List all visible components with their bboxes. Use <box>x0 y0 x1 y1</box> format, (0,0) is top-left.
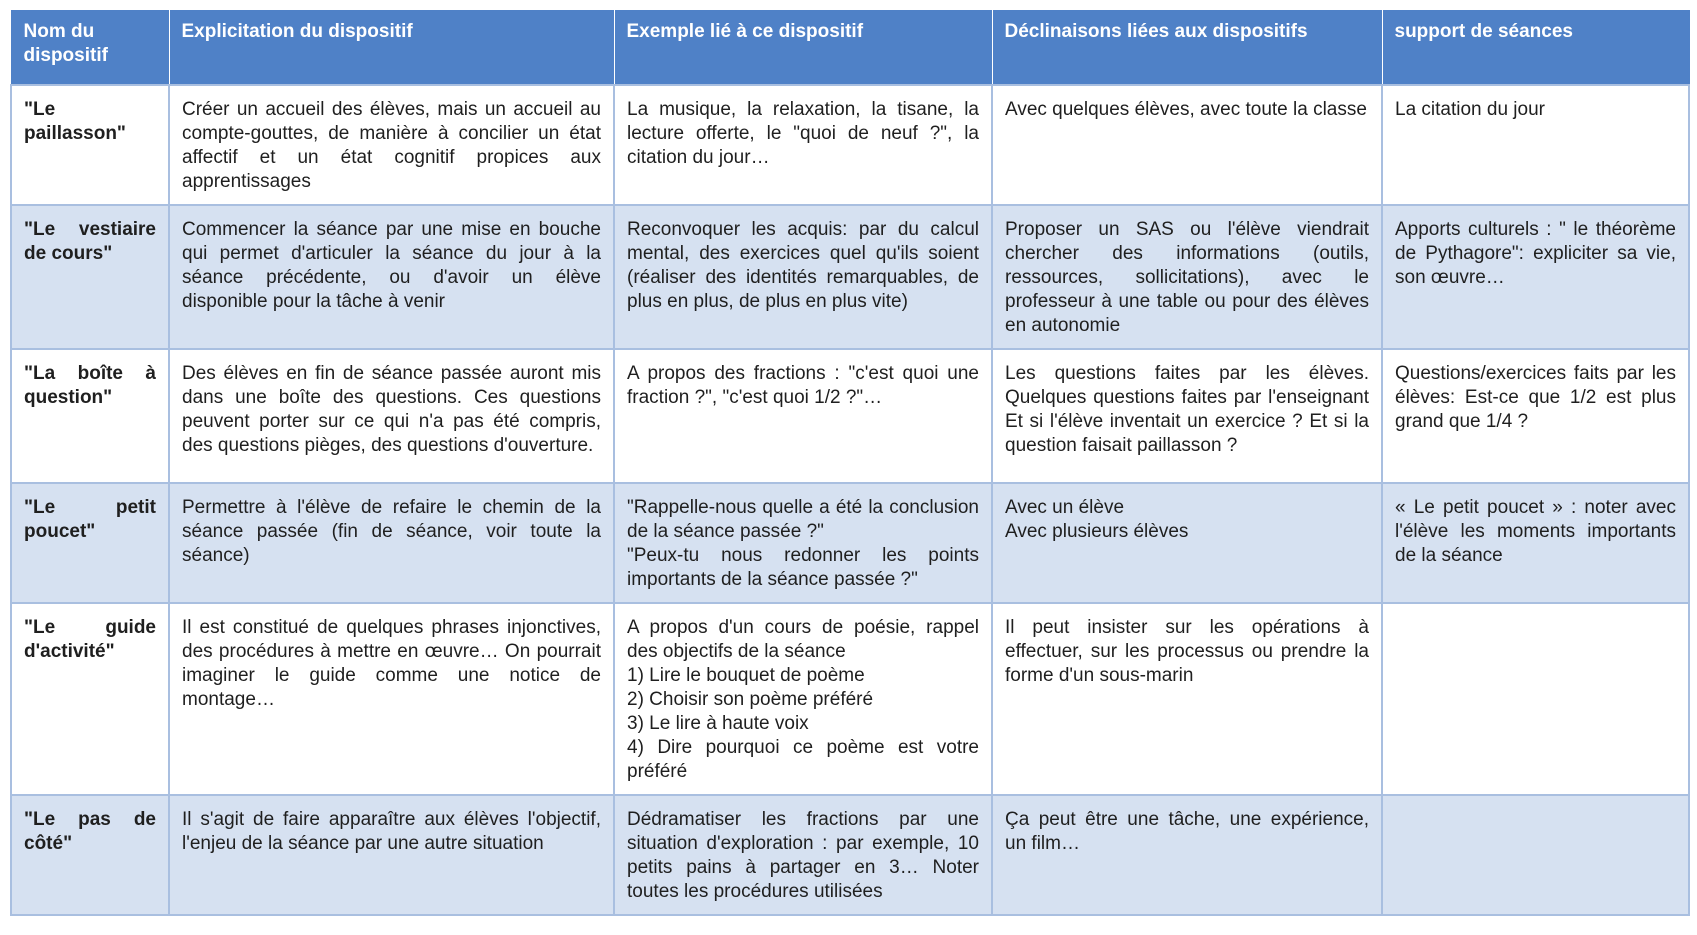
cell-nom: "Le paillasson" <box>11 85 169 205</box>
cell-support <box>1382 603 1689 795</box>
cell-exemple: Reconvoquer les acquis: par du calcul mental, des exercices quel qu'ils soient (réaliser des identités remarquables, de plus en plus, de plus en plus vite) <box>614 205 992 349</box>
header-nom: Nom du dispositif <box>11 11 169 86</box>
cell-exemple: La musique, la relaxation, la tisane, la lecture offerte, le "quoi de neuf ?", la citation du jour… <box>614 85 992 205</box>
exemple-line: 3) Le lire à haute voix <box>627 713 809 734</box>
exemple-line: "Peux-tu nous redonner les points importants de la séance passée ?" <box>627 545 979 590</box>
cell-declinaisons: Avec quelques élèves, avec toute la classe <box>992 85 1382 205</box>
declinaison-line: Avec plusieurs élèves <box>1005 521 1189 542</box>
exemple-line: 1) Lire le bouquet de poème <box>627 665 865 686</box>
cell-explicitation: Il est constitué de quelques phrases injonctives, des procédures à mettre en œuvre… On pourrait imaginer le guide comme une notice de montage… <box>169 603 614 795</box>
cell-declinaisons <box>992 483 1382 603</box>
exemple-line: 4) Dire pourquoi ce poème est votre préféré <box>627 737 979 782</box>
cell-declinaisons: Les questions faites par les élèves. Quelques questions faites par l'enseignant Et si l'élève inventait un exercice ? Et si la question faisait paillasson ? <box>992 349 1382 483</box>
exemple-line: A propos d'un cours de poésie, rappel des objectifs de la séance <box>627 617 979 662</box>
cell-exemple: Dédramatiser les fractions par une situation d'exploration : par exemple, 10 petits pains à partager en 3… Noter toutes les procédures utilisées <box>614 795 992 915</box>
dispositifs-table-container <box>10 10 1688 916</box>
exemple-line: "Rappelle-nous quelle a été la conclusion de la séance passée ?" <box>627 497 979 542</box>
cell-declinaisons: Ça peut être une tâche, une expérience, un film… <box>992 795 1382 915</box>
cell-explicitation: Il s'agit de faire apparaître aux élèves l'objectif, l'enjeu de la séance par une autre situation <box>169 795 614 915</box>
cell-nom: "La boîte à question" <box>11 349 169 483</box>
cell-explicitation: Commencer la séance par une mise en bouche qui permet d'articuler la séance du jour à la séance précédente, ou d'avoir un élève disponible pour la tâche à venir <box>169 205 614 349</box>
cell-support: Apports culturels : " le théorème de Pythagore": expliciter sa vie, son œuvre… <box>1382 205 1689 349</box>
cell-nom: "Le petit poucet" <box>11 483 169 603</box>
table-row <box>11 85 1689 205</box>
cell-exemple: A propos des fractions : "c'est quoi une fraction ?", "c'est quoi 1/2 ?"… <box>614 349 992 483</box>
header-support: support de séances <box>1382 11 1689 86</box>
cell-nom: "Le vestiaire de cours" <box>11 205 169 349</box>
cell-explicitation: Permettre à l'élève de refaire le chemin de la séance passée (fin de séance, voir toute la séance) <box>169 483 614 603</box>
cell-exemple <box>614 603 992 795</box>
cell-exemple <box>614 483 992 603</box>
header-row <box>11 11 1689 86</box>
exemple-line: 2) Choisir son poème préféré <box>627 689 874 710</box>
cell-support <box>1382 795 1689 915</box>
cell-support: Questions/exercices faits par les élèves: Est-ce que 1/2 est plus grand que 1/4 ? <box>1382 349 1689 483</box>
table-row <box>11 349 1689 483</box>
header-declinaisons: Déclinaisons liées aux dispositifs <box>992 11 1382 86</box>
cell-support: La citation du jour <box>1382 85 1689 205</box>
table-row <box>11 603 1689 795</box>
header-exemple: Exemple lié à ce dispositif <box>614 11 992 86</box>
cell-declinaisons: Il peut insister sur les opérations à effectuer, sur les processus ou prendre la forme d'un sous-marin <box>992 603 1382 795</box>
dispositifs-table <box>10 10 1690 916</box>
table-row <box>11 795 1689 915</box>
cell-nom: "Le guide d'activité" <box>11 603 169 795</box>
cell-explicitation: Créer un accueil des élèves, mais un accueil au compte-gouttes, de manière à concilier un état affectif et un état cognitif propices aux apprentissages <box>169 85 614 205</box>
declinaison-line: Avec un élève <box>1005 497 1125 518</box>
cell-explicitation: Des élèves en fin de séance passée auront mis dans une boîte des questions. Ces questions peuvent porter sur ce qui n'a pas été compris, des questions pièges, des questions d'ouverture. <box>169 349 614 483</box>
cell-nom: "Le pas de côté" <box>11 795 169 915</box>
table-row <box>11 483 1689 603</box>
cell-support: « Le petit poucet » : noter avec l'élève les moments importants de la séance <box>1382 483 1689 603</box>
header-explicitation: Explicitation du dispositif <box>169 11 614 86</box>
table-row <box>11 205 1689 349</box>
cell-declinaisons: Proposer un SAS ou l'élève viendrait chercher des informations (outils, ressources, sollicitations), avec le professeur à une table ou pour des élèves en autonomie <box>992 205 1382 349</box>
